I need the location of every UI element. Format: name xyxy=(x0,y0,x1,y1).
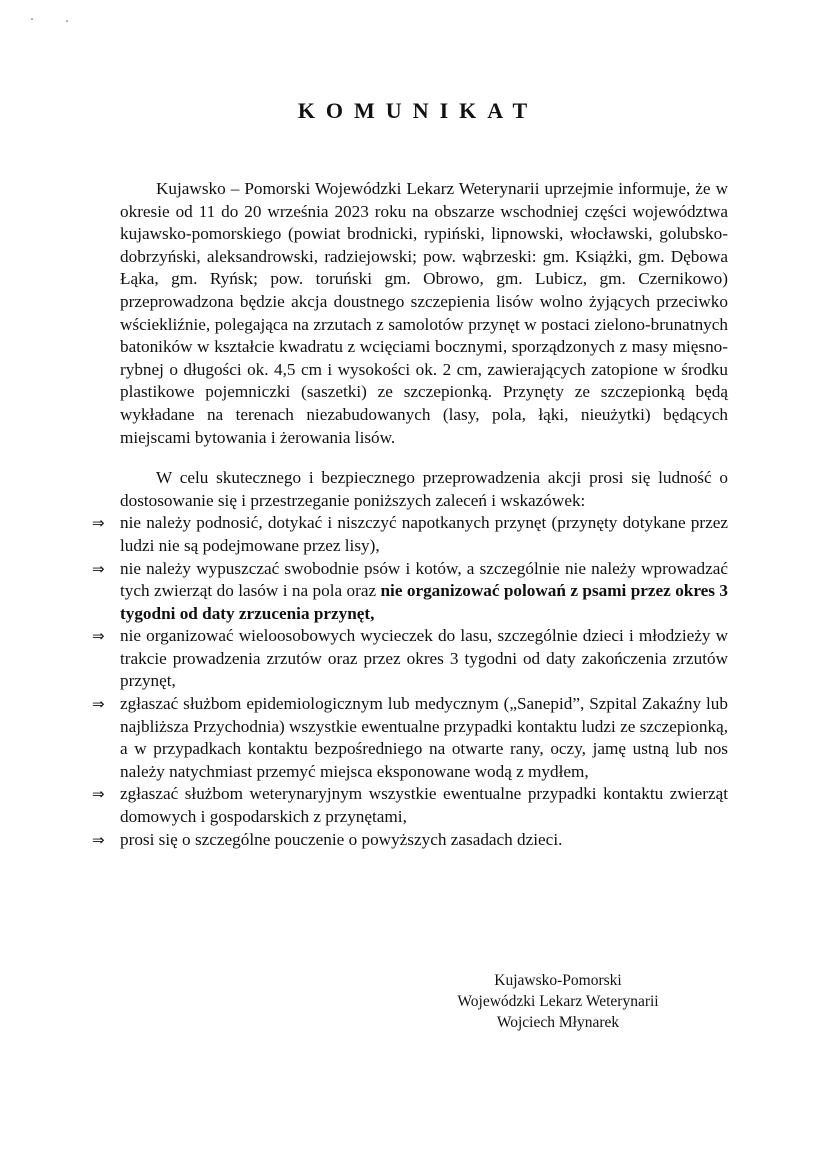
arrow-bullet-icon: ⇒ xyxy=(92,695,105,714)
list-item-text: nie należy wypuszczać swobodnie psów i kotów, a szczególnie nie należy wprowadzać tych zwierząt do lasów i na pola oraz xyxy=(120,558,728,601)
signature-line: Kujawsko-Pomorski xyxy=(494,972,622,989)
list-item xyxy=(92,783,728,828)
recommendations-list xyxy=(92,512,728,851)
arrow-bullet-icon: ⇒ xyxy=(92,785,105,804)
signature-block xyxy=(420,970,696,1033)
intro-paragraph: Kujawsko – Pomorski Wojewódzki Lekarz Weterynarii uprzejmie informuje, że w okresie od 11 do 20 września 2023 roku na obszarze wschodniej części województwa kujawsko-pomorskiego (powiat brodnicki, rypiński, lipnowski, włocławski, golubsko-dobrzyński, aleksandrowski, radziejowski; pow. wąbrzeski: gm. Książki, gm. Dębowa Łąka, gm. Ryńsk; pow. toruński gm. Obrowo, gm. Lubicz, gm. Czernikowo) przeprowadzona będzie akcja doustnego szczepienia lisów wolno żyjących przeciwko wściekliźnie, polegająca na zrzutach z samolotów przynęt w postaci zielono-brunatnych batoników w kształcie kwadratu z wcięciami bocznymi, sporządzonych z masy mięsno-rybnej o długości ok. 4,5 cm i wysokości ok. 2 cm, zawierających zatopione w środku plastikowe pojemniczki (saszetki) ze szczepionką. Przynęty ze szczepionką będą wykładane na terenach niezabudowanych (lasy, pola, łąki, nieużytki) będących miejscami bytowania i żerowania lisów. xyxy=(120,179,728,447)
list-item-bold-text: nie organizować polowań z psami przez okres 3 tygodni od daty zrzucenia przynęt, xyxy=(120,581,728,623)
arrow-bullet-icon: ⇒ xyxy=(92,559,105,578)
list-item-text: nie należy podnosić, dotykać i niszczyć napotkanych przynęt (przynęty dotykane przez ludzi nie są podejmowane przez lisy), xyxy=(120,513,728,555)
list-item-text: zgłaszać służbom weterynaryjnym wszystkie ewentualne przypadki kontaktu zwierząt domowych i gospodarskich z przynętami, xyxy=(120,784,728,827)
list-item-text: prosi się o szczególne pouczenie o powyższych zasadach dzieci. xyxy=(120,829,563,849)
arrow-bullet-icon: ⇒ xyxy=(92,627,105,646)
list-item xyxy=(92,558,728,626)
scan-speck xyxy=(31,18,33,20)
list-item-text: zgłaszać służbom epidemiologicznym lub medycznym („Sanepid”, Szpital Zakaźny lub najbliższa Przychodnia) wszystkie ewentualne przypadki kontaktu ludzi ze szczepionką, a w przypadkach kontaktu bezpośredniego na otwarte rany, oczy, jamę ustną lub nos należy natychmiast przemyć miejsca eksponowane wodą z mydłem, xyxy=(120,694,728,781)
signature-name: Wojciech Młynarek xyxy=(496,1014,620,1031)
signature-line: Wojewódzki Lekarz Weterynarii xyxy=(457,993,659,1010)
list-item xyxy=(92,512,728,557)
list-item xyxy=(92,693,728,783)
arrow-bullet-icon: ⇒ xyxy=(92,830,105,849)
instructions-intro-paragraph: W celu skutecznego i bezpiecznego przeprowadzenia akcji prosi się ludność o dostosowanie się i przestrzeganie poniższych zaleceń i wskazówek: xyxy=(120,468,728,510)
list-item xyxy=(92,829,728,852)
arrow-bullet-icon: ⇒ xyxy=(92,514,105,533)
scan-speck xyxy=(66,20,68,22)
document-body xyxy=(92,178,728,851)
list-item-text: nie organizować wieloosobowych wycieczek do lasu, szczególnie dzieci i młodzieży w trakcie prowadzenia zrzutów oraz przez okres 3 tygodni od daty zakończenia zrzutów przynęt, xyxy=(120,626,728,691)
document-title: KOMUNIKAT xyxy=(297,98,539,123)
list-item xyxy=(92,625,728,693)
